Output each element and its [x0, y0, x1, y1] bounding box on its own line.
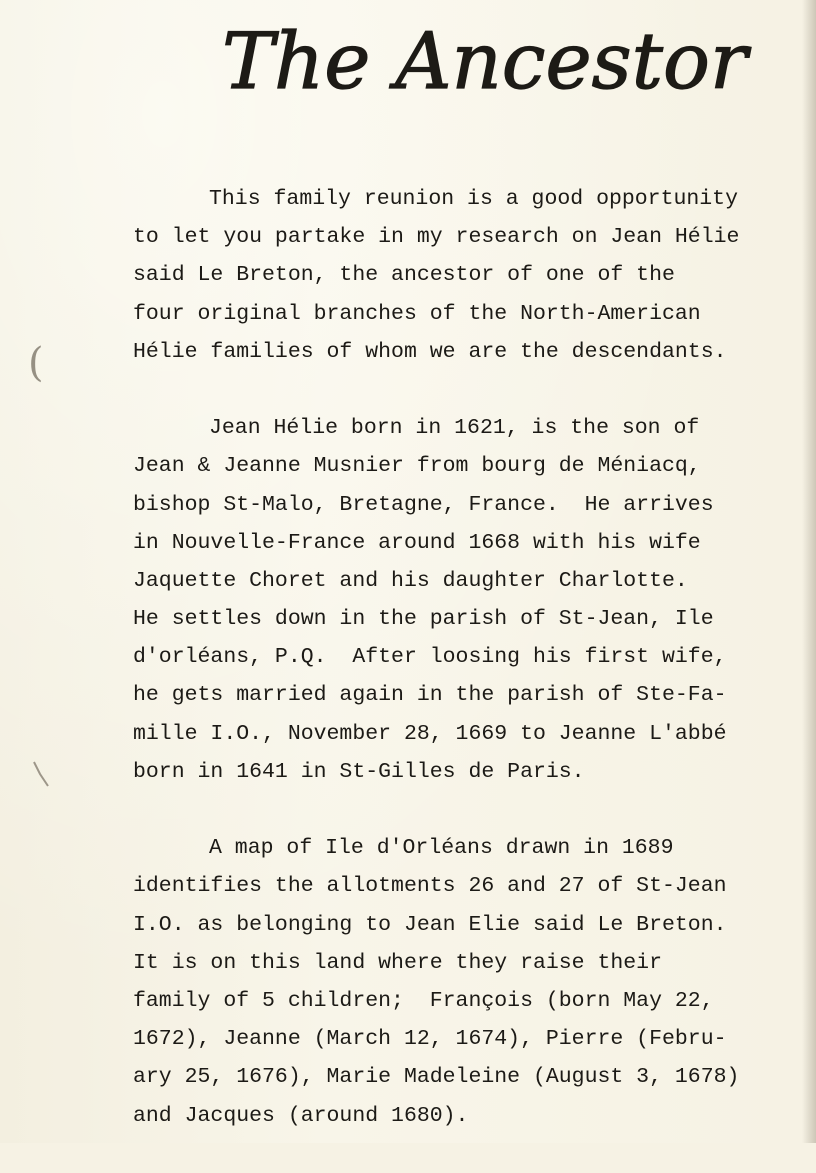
text-line: A map of Ile d'Orléans drawn in 1689 — [209, 836, 674, 861]
text-line: to let you partake in my research on Jean Hélie — [133, 225, 740, 250]
text-line: This family reunion is a good opportunity — [209, 187, 738, 211]
title-text: The Ancestor — [222, 17, 748, 107]
text-line: said Le Breton, the ancestor of one of the — [133, 263, 675, 288]
margin-tick-mark — [30, 760, 52, 790]
page-edge-shadow — [802, 0, 816, 1143]
page-title — [218, 2, 748, 114]
text-line: Jean & Jeanne Musnier from bourg de Méniacq, — [133, 454, 701, 479]
text-line: mille I.O., November 28, 1669 to Jeanne L'abbé — [133, 721, 727, 746]
text-line: Jean Hélie born in 1621, is the son of — [209, 416, 700, 441]
text-line: family of 5 children; François (born May 22, — [133, 988, 714, 1013]
text-line: ary 25, 1676), Marie Madeleine (August 3, 1678) — [133, 1065, 740, 1090]
text-line: d'orléans, P.Q. After loosing his first wife, — [133, 645, 727, 670]
text-line: and Jacques (around 1680). — [133, 1103, 469, 1128]
title-calligraphy — [218, 2, 748, 114]
text-line: he gets married again in the parish of Ste-Fa- — [133, 683, 727, 708]
paragraph-2 — [133, 409, 753, 791]
margin-mark: ( — [28, 340, 44, 386]
text-line: born in 1641 in St-Gilles de Paris. — [133, 759, 585, 784]
text-line: He settles down in the parish of St-Jean, Ile — [133, 607, 714, 632]
text-line: four original branches of the North-American — [133, 301, 701, 326]
text-line: It is on this land where they raise their — [133, 950, 662, 975]
body-text — [133, 180, 753, 1173]
text-line: Jaquette Choret and his daughter Charlotte. — [133, 568, 688, 593]
text-line: identifies the allotments 26 and 27 of St-Jean — [133, 874, 727, 899]
text-line: bishop St-Malo, Bretagne, France. He arrives — [133, 492, 714, 517]
text-line: Hélie families of whom we are the descendants. — [133, 339, 727, 364]
text-line: 1672), Jeanne (March 12, 1674), Pierre (Febru- — [133, 1027, 727, 1052]
text-line: I.O. as belonging to Jean Elie said Le Breton. — [133, 912, 727, 937]
paragraph-1 — [133, 180, 753, 371]
paragraph-3 — [133, 829, 753, 1135]
text-line: in Nouvelle-France around 1668 with his wife — [133, 530, 701, 555]
